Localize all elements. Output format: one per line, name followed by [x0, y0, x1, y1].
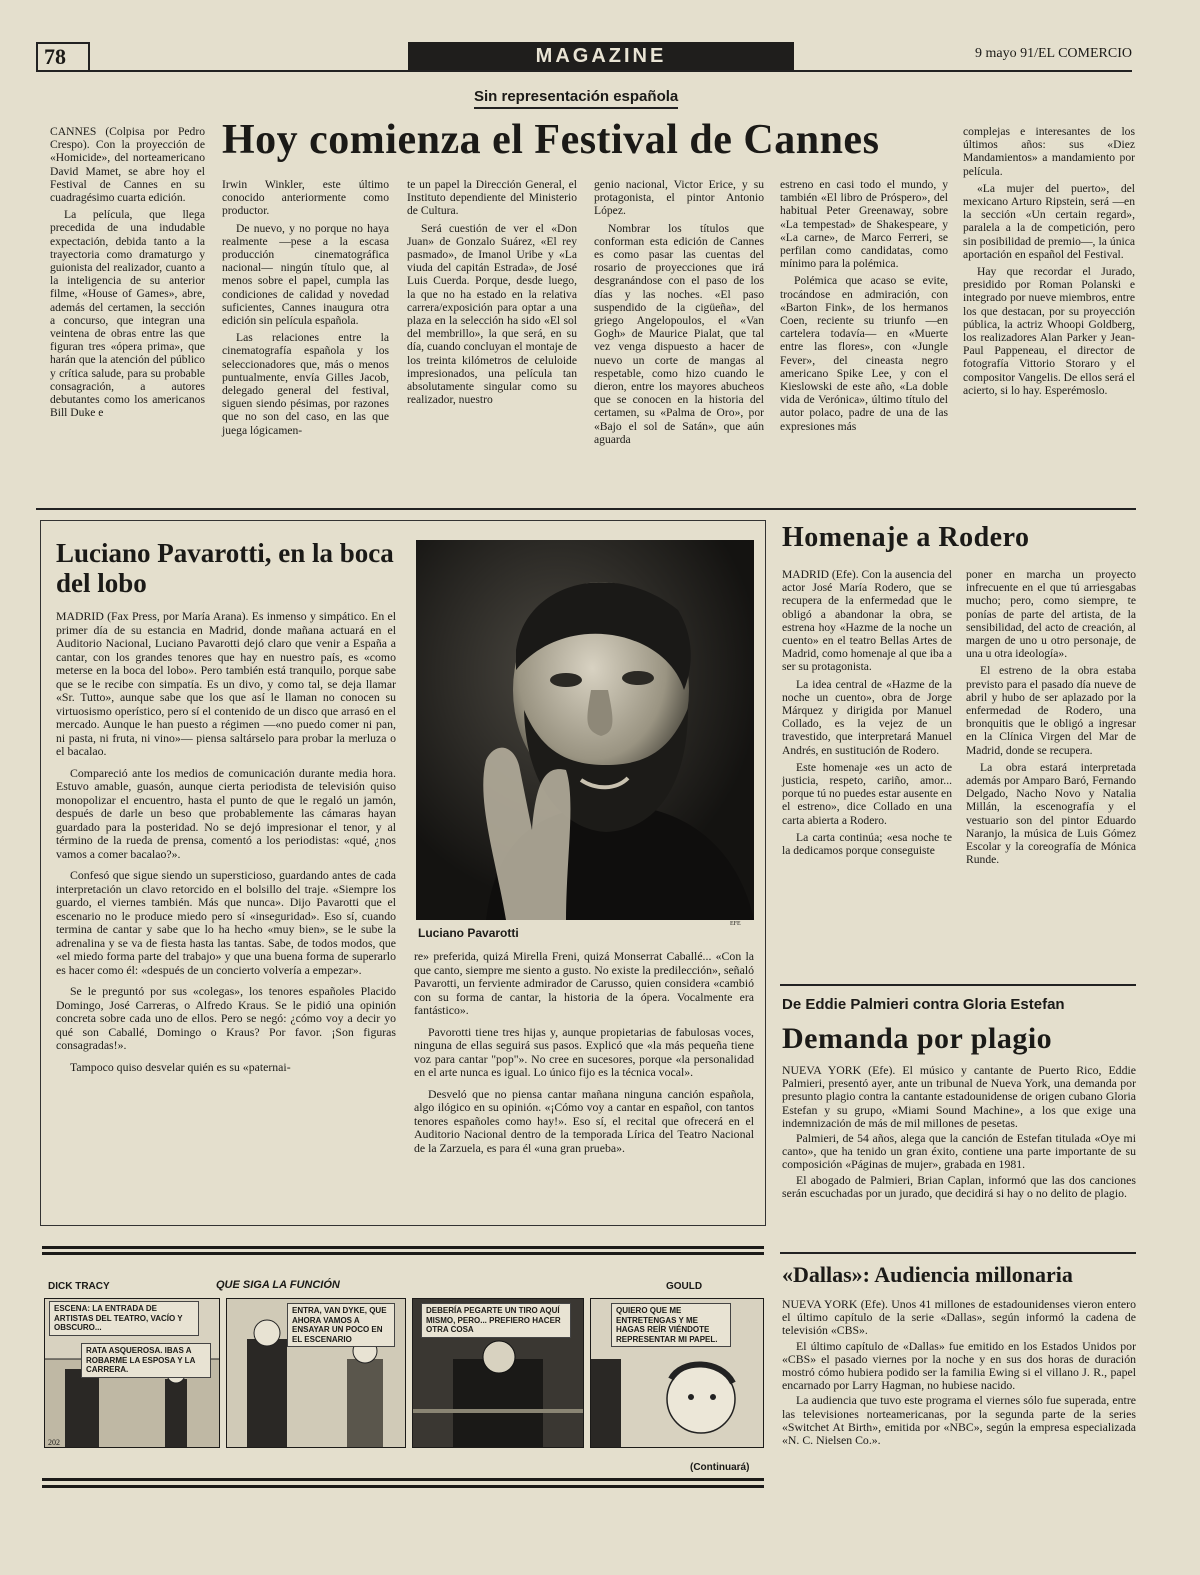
- paragraph: complejas e interesantes de los últimos años: sus «Diez Mandamientos» a mandamiento por película.: [963, 125, 1135, 178]
- page-number: 78: [36, 42, 90, 72]
- cannes-column-5: [780, 178, 948, 433]
- paragraph: Las relaciones entre la cinematografía española y los seleccionadores que, más o menos puntualmente, envía Gilles Jacob, delegado general del festival, siguen siendo pésimas, por razones que no son del caso, en las que juega lógicamen-: [222, 331, 389, 437]
- comic-panel-1: [44, 1298, 220, 1448]
- rodero-column-2: [966, 568, 1136, 866]
- cannes-kicker: Sin representación española: [474, 88, 678, 109]
- paragraph: Nombrar los títulos que conforman esta edición de Cannes es como pasar las cuentas del rosario de proyecciones que irá desgranándose con el paso de los días y las noches. «El paso suspendido de la cigüeña», del griego Angelopoulos, el «Van Gogh» de Maurice Pialat, que tal vez venga dispuesto a hacer de nuevo un corte de mangas al respetable, como hizo cuando le dieron, entre los mayores abucheos que se conocen en la historia del certamen, su «Palma de Oro», por «Bajo el sol de Satán», que aún aguarda: [594, 221, 764, 446]
- comic-panel-3: [412, 1298, 584, 1448]
- cannes-column-4: [594, 178, 764, 446]
- cannes-column-3: [407, 178, 577, 406]
- paragraph: El abogado de Palmieri, Brian Caplan, informó que las dos canciones serán escuchadas por un jurado, que decidirá si hay o no delito de plagio.: [782, 1172, 1136, 1200]
- paragraph: Desveló que no piensa cantar mañana ninguna canción española, algo ilógico en su opinión. «¡Cómo voy a cantar en español, con tantos tenores españoles como hay!». Eso sí, el recital que ofrecerá en el Auditorio Nacional dentro de la temporada Lírica del Teatro Nacional de la Zarzuela, es para él «una gran prueba».: [414, 1086, 754, 1155]
- paragraph: CANNES (Colpisa por Pedro Crespo). Con la proyección de «Homicide», del norteamericano David Mamet, se abre hoy el Festival de Cannes en su cuadragésimo cuarta edición.: [50, 125, 205, 205]
- comic-rule: [42, 1478, 764, 1481]
- paragraph: La idea central de «Hazme de la noche un cuento», obra de Jorge Márquez y dirigida por Manuel Collado, es la vejez de un travestido, que interpretará Manuel Andrés, en sustitución de Rodero.: [782, 677, 952, 757]
- section-banner: MAGAZINE: [408, 42, 794, 70]
- paragraph: Palmieri, de 54 años, alega que la canción de Estefan titulada «Oye mi canto», que ha tenido un gran éxito, contiene una parte importante de su composición «Páginas de mujer», grabada en 1981.: [782, 1131, 1136, 1172]
- section-rule: [36, 508, 1136, 510]
- paragraph: La obra estará interpretada además por Amparo Baró, Fernando Delgado, Nacho Novo y Natalia Millán, la escenografía y el vestuario son del pintor Eduardo Naranjo, la música de Luis Gómez Escolar y la coreografía de Mónica Runde.: [966, 760, 1136, 867]
- speech-bubble: RATA ASQUEROSA. IBAS A ROBARME LA ESPOSA Y LA CARRERA.: [81, 1343, 211, 1378]
- rodero-headline: Homenaje a Rodero: [782, 522, 1030, 553]
- comic-rule: [42, 1485, 764, 1488]
- comic-panel-4: [590, 1298, 764, 1448]
- photo-caption: Luciano Pavarotti: [418, 926, 519, 940]
- issue-date: 9 mayo 91/EL COMERCIO: [975, 46, 1132, 61]
- paragraph: Pavorotti tiene tres hijas y, aunque propietarias de fabulosas voces, ninguna de ellas seguirá sus pasos. Explicó que «la más pequeña tiene voz para cantar "pop"». No cree en sucesores, porque «la personalidad en el arte nunca es igual. Lo único fijo es la técnica vocal».: [414, 1024, 754, 1079]
- demanda-body: [782, 1064, 1136, 1200]
- speech-bubble: ENTRA, VAN DYKE, QUE AHORA VAMOS A ENSAYAR UN POCO EN EL ESCENARIO: [287, 1303, 395, 1347]
- header-rule: [36, 70, 1132, 72]
- paragraph: Compareció ante los medios de comunicación durante media hora. Estuvo amable, guasón, aunque cierta periodista de televisión quiso monopolizar el encuentro, hasta el punto de que le regaló un jamón, después de darle un beso que probablemente las cámaras hayan guardado para la posteridad. No se dejó impresionar el tenor, y al término de la rueda de prensa, comentó a los periodistas: «qué, ¿nos vamos a comer bacalao?».: [56, 765, 396, 861]
- paragraph: MADRID (Fax Press, por María Arana). Es inmenso y simpático. En el primer día de su estancia en Madrid, donde mañana actuará en el Auditorio Nacional, Luciano Pavarotti dejó claro que venir a España a cantar, con los grandes tenores que hay en nuestro país, es «como meterse en la boca del lobo». Pero también está tranquilo, porque sabe que se le recibe con simpatía. Es un divo, y como tal, se deja llamar «Sr. Tutto», aunque sabe que los que así le llaman no conocen su virtuosismo operístico, pero sí el contenido de un disco que arrasó en el mercado. Aunque le han puesto a régimen —«no puedo comer ni pan, ni pasta, ni fruta, ni vino»— piensa saltárselo para probar la merluza o el bacalao.: [56, 609, 396, 758]
- paragraph: te un papel la Dirección General, el Instituto dependiente del Ministerio de Cultura.: [407, 178, 577, 218]
- paragraph: De nuevo, y no porque no haya realmente —pese a la escasa producción cinematográfica nacional— ningún título que, al menos sobre el papel, cumpla las condiciones de calidad y novedad suficientes, Cannes inaugura otra edición sin película española.: [222, 221, 389, 328]
- paragraph: estreno en casi todo el mundo, y también «El libro de Próspero», del habitual Peter Greenaway, sobre «La tempestad» de Shakespeare, y «La carne», de Marco Ferreri, se perfilan como candidatas, como mínimo para la polémica.: [780, 178, 948, 271]
- paragraph: Tampoco quiso desvelar quién es su «paternai-: [70, 1059, 291, 1074]
- speech-bubble: DEBERÍA PEGARTE UN TIRO AQUÍ MISMO, PERO... PREFIERO HACER OTRA COSA: [421, 1303, 571, 1338]
- pavarotti-column-2: [414, 950, 754, 1155]
- rodero-column-1: [782, 568, 952, 857]
- paragraph: Este homenaje «es un acto de justicia, respeto, cariño, amor... porque tú no puedes estar ausente en el estreno», dice Collado en una carta abierta a Rodero.: [782, 760, 952, 827]
- paragraph: Polémica que acaso se evite, trocándose en admiración, con «Barton Fink», de los hermanos Coen, reciente su triunfo —en cartelera todavía— en «Muerte entre las flores», con «Jungle Fever», del cineasta negro americano Spike Lee, y con el Kieslowski de este año, «La doble vida de Verónica», último título del autor polaco, padre de una de las expresiones más: [780, 274, 948, 433]
- paragraph: La audiencia que tuvo este programa el viernes sólo fue superada, entre las televisiones norteamericanas, por la segunda parte de la series «Switchet At Birth», emitida por «NBC», según la empresa especializada «N. C. Nielsen Co.».: [782, 1393, 1136, 1448]
- paragraph: «La mujer del puerto», del mexicano Arturo Ripstein, será —en la sección «Un certain regard», paralela a la de competición, pero sin posibilidad de premio—, la única aportación en español del Festival.: [963, 181, 1135, 261]
- pavarotti-headline: Luciano Pavarotti, en la boca del lobo: [56, 538, 394, 598]
- paragraph: NUEVA YORK (Efe). Unos 41 millones de estadounidenses vieron entero el último capítulo de la serie «Dallas», según informó la cadena de televisión «CBS».: [782, 1297, 1136, 1338]
- section-rule: [780, 984, 1136, 986]
- comic-rule: [42, 1246, 764, 1249]
- paragraph: re» preferida, quizá Mirella Freni, quizá Monserrat Caballé... «Con la que canto, siempre me siento a gusto. No existe la predilección», señaló Pavarotti, un ferviente admirador de Carusso, quien considera «cambió con su forma de cantar, la historia de la ópera. Vocalmente era fantástico».: [414, 949, 754, 1017]
- comic-caption: ESCENA: LA ENTRADA DE ARTISTAS DEL TEATRO, VACÍO Y OBSCURO...: [49, 1301, 199, 1336]
- cannes-column-1: [50, 125, 205, 419]
- comic-rule: [42, 1252, 764, 1255]
- paragraph: Hay que recordar el Jurado, presidido por Roman Polanski e integrado por nueve miembros, entre los que destacan, por su proyección pública, la actriz Whoopi Goldberg, los realizadores Alan Parker y Jean-Paul Pappeneau, el director de fotografía Vittorio Storaro y el compositor Vangelis. De ellos será el acierto, si lo hay. Esperémoslo.: [963, 265, 1135, 397]
- cannes-column-2: [222, 178, 389, 437]
- paragraph: poner en marcha un proyecto infrecuente en el que tú arriesgabas mucho; pero, como siempre, te ponías de parte del artista, de la sensibilidad, del acto de creación, al margen de uno u otro personaje, de una u otra ideología».: [966, 568, 1136, 661]
- pavarotti-photo: [416, 540, 754, 920]
- cannes-column-6: [963, 125, 1135, 397]
- demanda-kicker: De Eddie Palmieri contra Gloria Estefan: [782, 996, 1065, 1013]
- photo-credit: EFE: [730, 921, 741, 927]
- pavarotti-column-1: [56, 610, 396, 1074]
- paragraph: NUEVA YORK (Efe). El músico y cantante de Puerto Rico, Eddie Palmieri, presentó ayer, ante un tribunal de Nueva York, una demanda por presunto plagio contra la cantante estadounidense de origen cubano Gloria Estefan y su grupo, «Miami Sound Machine», a los que exige una indemnización de más de mil millones de pesetas.: [782, 1063, 1136, 1130]
- comic-author: GOULD: [666, 1281, 703, 1292]
- paragraph: genio nacional, Victor Erice, y su protagonista, el pintor Antonio López.: [594, 178, 764, 218]
- dallas-body: [782, 1298, 1136, 1447]
- paragraph: Irwin Winkler, este último conocido anteriormente como productor.: [222, 178, 389, 218]
- paragraph: El estreno de la obra estaba previsto para el pasado día nueve de abril y hubo de ser aplazado por la enfermedad de Rodero, una bronquitis que le obligó a ingresar en la Clínica Virgen del Mar de Madrid, donde se recupera.: [966, 664, 1136, 757]
- section-rule: [780, 1252, 1136, 1254]
- paragraph: Se le preguntó por sus «colegas», los tenores españoles Placido Domingo, José Carreras, o Alfredo Kraus. Se le pidió una opinión concreta sobre cada uno de ellos. Pero se negó: ¿cómo voy a decir yo qué son Caballé, Domingo o Kraus? Por favor. ¡Son figuras consagradas!».: [56, 984, 396, 1052]
- comic-subtitle: QUE SIGA LA FUNCIÓN: [216, 1279, 340, 1291]
- paragraph: Confesó que sigue siendo un supersticioso, guardando antes de cada interpretación un clavo retorcido en el bolsillo del traje. «Siempre los guardo, el viernes también. Más que nunca». Dijo Pavarotti que el escenario no le produce miedo pero sí «inseguridad». Eso sí, cuando termina de cantar y sabe que lo ha hecho «muy bien», se le sube la adrenalina y se va de fiesta hasta las tantas. Sabe, de todos modos, que «el miedo forma parte del trabajo» y que una buena forma de superarlo es hacer como él: «después de un concierto volvería a empezar».: [56, 868, 396, 977]
- paragraph: MADRID (Efe). Con la ausencia del actor José María Rodero, que se recupera de la enfermedad que le obligó a abandonar la obra, se estrena hoy «Hazme de la noche un cuento» en el teatro Bellas Artes de Madrid, como homenaje al que iba a ser su protagonista.: [782, 568, 952, 674]
- comic-panel-2: [226, 1298, 406, 1448]
- paragraph: La película, que llega precedida de una indudable expectación, debida tanto a la trayectoria como dramaturgo y guionista del realizador, cuanto a la inteligencia de su anterior filme, «House of Games», abre, además del certamen, la sección a concurso, que integran una veintena de obras entre las que figuran tres «ópera prima», que harán que la atención del público y crítica salude, para su probable consagración, a autores debutantes como los americanos Bill Duke e: [50, 208, 205, 420]
- comic-name: DICK TRACY: [48, 1281, 110, 1292]
- strip-number: 202: [48, 1438, 60, 1447]
- paragraph: Será cuestión de ver el «Don Juan» de Gonzalo Suárez, «El rey pasmado», de Imanol Uribe y «La viuda del capitán Estrada», de José Luis Cuerda. Porque, desde luego, la que no ha estado en la relativa carrera/exposición para optar a una plaza en la selección ha sido «El sol del membrillo», la que será, en su día, cuando concluyan el montaje de los treinta kilómetros de celuloide impresionados, una película tan absolutamente singular como su realizador, nuestro: [407, 221, 577, 407]
- speech-bubble: QUIERO QUE ME ENTRETENGAS Y ME HAGAS REÍR VIÉNDOTE REPRESENTAR MI PAPEL.: [611, 1303, 731, 1347]
- demanda-headline: Demanda por plagio: [782, 1022, 1053, 1055]
- continued-label: (Continuará): [690, 1462, 750, 1473]
- paragraph: La carta continúa; «esa noche te la dedicamos porque conseguiste: [782, 830, 952, 858]
- portrait-illustration: [416, 540, 754, 920]
- cannes-headline: Hoy comienza el Festival de Cannes: [222, 117, 880, 163]
- paragraph: El último capítulo de «Dallas» fue emitido en los Estados Unidos por «CBS» el pasado viernes por la noche y en sus dos horas de duración mostró cómo hubiera podido ser la familia Ewing si el villano J. R., papel encarnado por Larry Hagman, no hubiese nacido.: [782, 1338, 1136, 1393]
- dallas-headline: «Dallas»: Audiencia millonaria: [782, 1262, 1073, 1287]
